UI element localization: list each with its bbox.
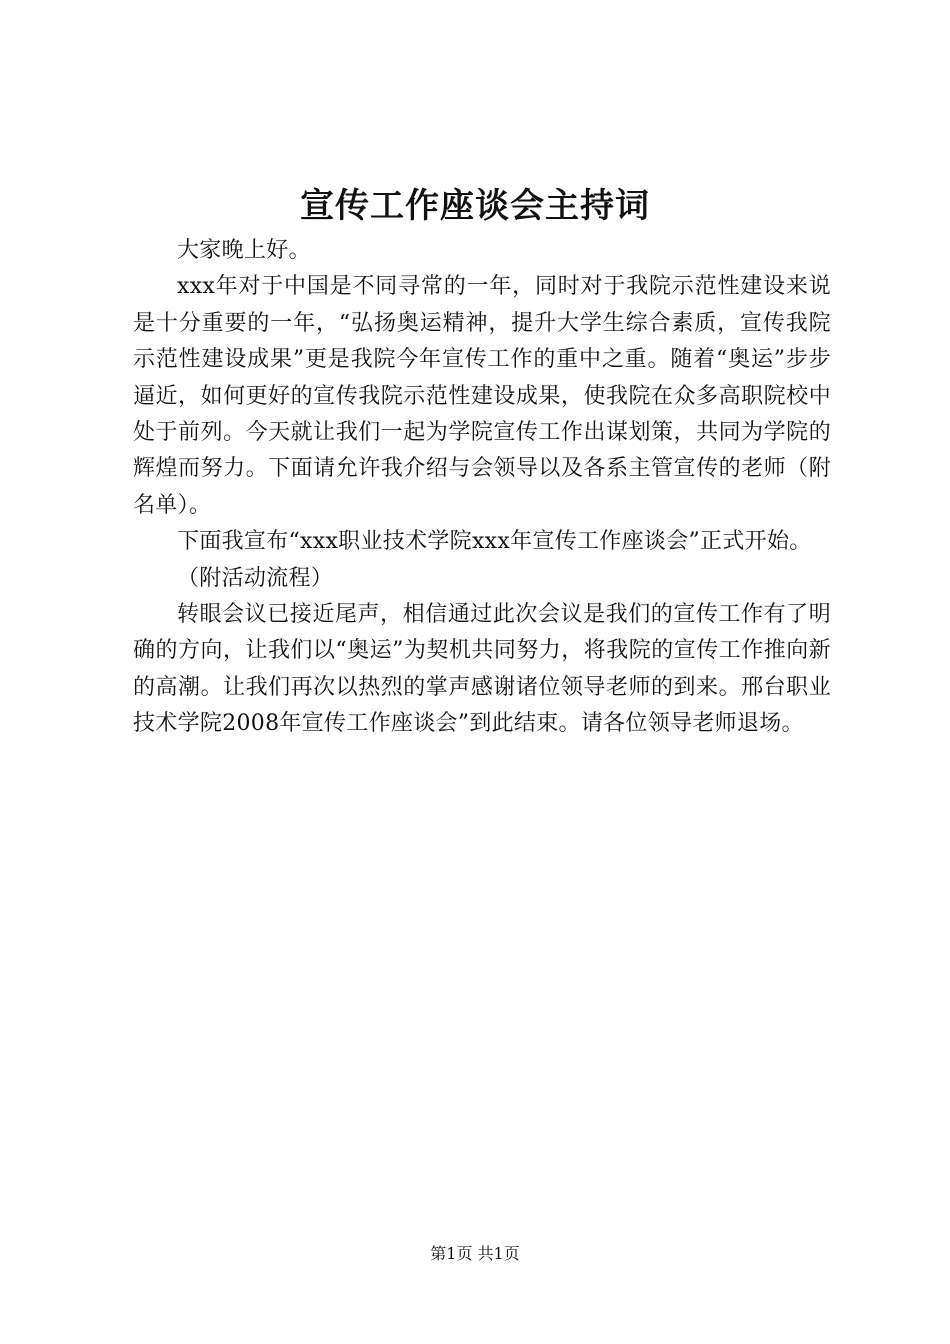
document-body	[133, 233, 831, 743]
document-title: 宣传工作座谈会主持词	[300, 186, 650, 226]
paragraph-greeting: 大家晚上好。	[177, 238, 311, 263]
paragraph-closing: 转眼会议已接近尾声，相信通过此次会议是我们的宣传工作有了明确的方向，让我们以“奥运”为契机共同努力，将我院的宣传工作推向新的高潮。让我们再次以热烈的掌声感谢诸位领导老师的到来。邢台职业技术学院2008年宣传工作座谈会”到此结束。请各位领导老师退场。	[133, 602, 831, 737]
paragraph-opening-announcement: 下面我宣布“xxx职业技术学院xxx年宣传工作座谈会”正式开始。	[177, 529, 812, 555]
paragraph-introduction: xxx年对于中国是不同寻常的一年，同时对于我院示范性建设来说是十分重要的一年，“弘扬奥运精神，提升大学生综合素质，宣传我院示范性建设成果”更是我院今年宣传工作的重中之重。随着“奥运”步步逼近，如何更好的宣传我院示范性建设成果，使我院在众多高职院校中处于前列。今天就让我们一起为学院宣传工作出谋划策，共同为学院的辉煌而努力。下面请允许我介绍与会领导以及各系主管宣传的老师（附名单）。	[133, 274, 831, 518]
page-footer: 第1页 共1页	[430, 1244, 520, 1263]
paragraph-activity-flow: （附活动流程）	[177, 565, 334, 591]
